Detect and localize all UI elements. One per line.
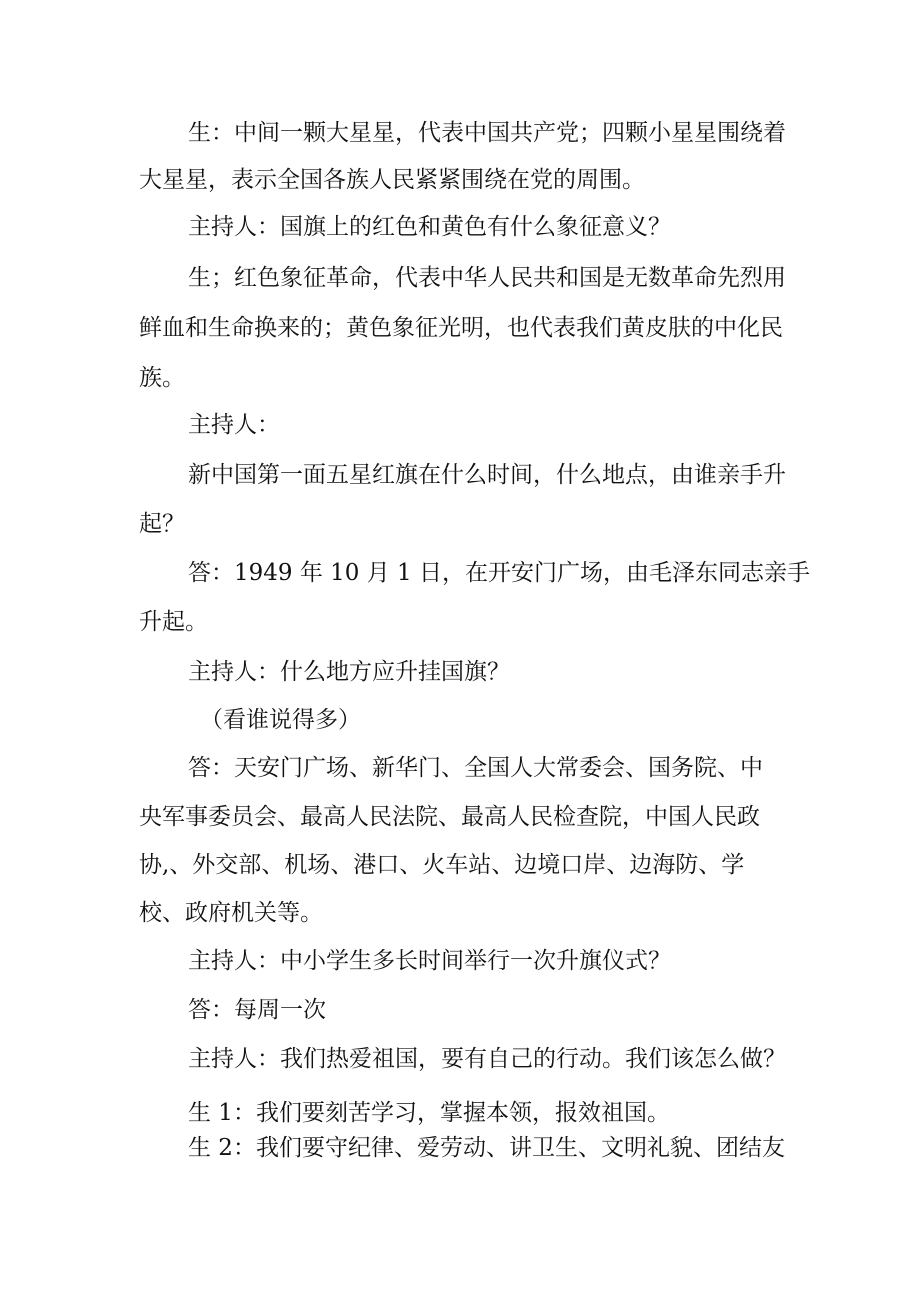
paragraph-line: 主持人：国旗上的红色和黄色有什么象征意义？ [188, 214, 671, 240]
paragraph-line: 校、政府机关等。 [139, 900, 323, 926]
paragraph-line: （看谁说得多） [200, 707, 361, 733]
paragraph-line: 答：天安门广场、新华门、全国人大常委会、国务院、中 [188, 755, 763, 781]
paragraph-line: 主持人：什么地方应升挂国旗？ [188, 659, 510, 685]
paragraph-line: 央军事委员会、最高人民法院、最高人民检查院，中国人民政 [139, 804, 760, 830]
paragraph-line: 生：中间一颗大星星，代表中国共产党；四颗小星星围绕着 [188, 120, 786, 146]
paragraph-line: 生；红色象征革命，代表中华人民共和国是无数革命先烈用 [188, 265, 786, 291]
paragraph-line: 生 1：我们要刻苦学习，掌握本领，报效祖国。 [188, 1100, 670, 1126]
paragraph-line: 主持人：中小学生多长时间举行一次升旗仪式？ [188, 948, 671, 974]
paragraph-line: 升起。 [139, 609, 208, 635]
paragraph-line: 族。 [139, 365, 185, 391]
paragraph-line: 协,、外交部、机场、港口、火车站、边境口岸、边海防、学 [139, 852, 745, 878]
paragraph-line: 鲜血和生命换来的；黄色象征光明，也代表我们黄皮肤的中化民 [139, 315, 783, 341]
paragraph-line: 大星星，表示全国各族人民紧紧围绕在党的周围。 [139, 167, 645, 193]
paragraph-line: 主持人： [188, 412, 280, 438]
paragraph-line: 主持人：我们热爱祖国，要有自己的行动。我们该怎么做？ [188, 1046, 786, 1072]
paragraph-line: 起？ [139, 511, 185, 537]
paragraph-line: 新中国第一面五星红旗在什么时间，什么地点，由谁亲手升 [188, 462, 786, 488]
paragraph-line: 生 2：我们要守纪律、爱劳动、讲卫生、文明礼貌、团结友 [188, 1135, 785, 1161]
paragraph-line: 答：每周一次 [188, 997, 326, 1023]
paragraph-line: 答：1949 年 10 月 1 日，在开安门广场，由毛泽东同志亲手 [188, 560, 810, 586]
